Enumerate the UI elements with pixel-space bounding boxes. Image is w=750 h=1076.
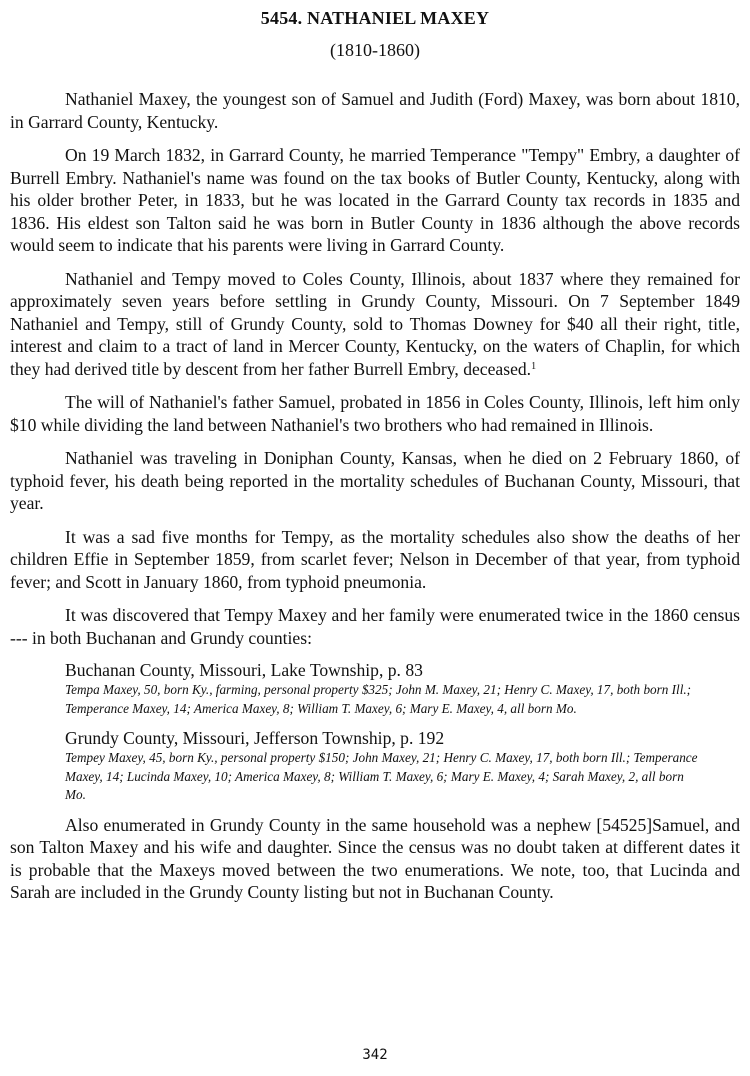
page-title: 5454. NATHANIEL MAXEY <box>260 8 490 28</box>
census-detail: Tempey Maxey, 45, born Ky., personal property $150; John Maxey, 21; Henry C. Maxey, 17, both born Ill.; Temperance Maxey, 14; Lucinda Maxey, 10; America Maxey, 8; William T. Maxey, 6; Mary E. Maxey, 4; Sarah Maxey, 2, all born Mo. <box>65 750 698 802</box>
paragraph-marriage: On 19 March 1832, in Garrard County, he married Temperance "Tempy" Embry, a daughter of Burrell Embry. Nathaniel's name was found on the tax books of Butler County, Kentucky, along with his older brother Peter, in 1833, but he was located in the Garrard County tax records in 1835 and 1836. His eldest son Talton said he was born in Butler County in 1836 although the above records would seem to indicate that his parents were living in Garrard County. <box>10 145 740 255</box>
paragraph-birth: Nathaniel Maxey, the youngest son of Samuel and Judith (Ford) Maxey, was born about 1810, in Garrard County, Kentucky. <box>10 89 740 132</box>
paragraph-death: Nathaniel was traveling in Doniphan County, Kansas, when he died on 2 February 1860, of typhoid fever, his death being reported in the mortality schedules of Buchanan County, Missouri, that year. <box>10 448 740 513</box>
footnote-reference: 1 <box>531 360 537 372</box>
census-heading: Buchanan County, Missouri, Lake Township, p. 83 <box>65 660 423 680</box>
paragraph-census-intro: It was discovered that Tempy Maxey and her family were enumerated twice in the 1860 census --- in both Buchanan and Grundy counties: <box>10 605 740 648</box>
paragraph-children-deaths: It was a sad five months for Tempy, as the mortality schedules also show the deaths of her children Effie in September 1859, from scarlet fever; Nelson in December of that year, from typhoid fever; and Scott in January 1860, from typhoid pneumonia. <box>10 526 740 592</box>
paragraph-closing: Also enumerated in Grundy County in the same household was a nephew [54525]Samuel, and son Talton Maxey and his wife and daughter. Since the census was no doubt taken at different dates it is probable that the Maxeys moved between the two enumerations. We note, too, that Lucinda and Sarah are included in the Grundy County listing but not in Buchanan County. <box>10 814 740 902</box>
life-years: (1810-1860) <box>330 40 420 60</box>
census-detail: Tempa Maxey, 50, born Ky., farming, personal property $325; John M. Maxey, 21; Henry C. Maxey, 17, both born Ill.; Temperance Maxey, 14; America Maxey, 8; William T. Maxey, 6; Mary E. Maxey, 4, all born Mo. <box>65 682 692 716</box>
paragraph-migration <box>10 268 740 381</box>
paragraph-migration-text: Nathaniel and Tempy moved to Coles County, Illinois, about 1837 where they remained for approximately seven years before settling in Grundy County, Missouri. On 7 September 1849 Nathaniel and Tempy, still of Grundy County, sold to Thomas Downey for $40 all their right, title, interest and claim to a tract of land in Mercer County, Kentucky, on the waters of Chaplin, for which they had derived title by descent from her father Burrell Embry, deceased. <box>10 268 740 379</box>
page-number: 342 <box>362 1047 388 1063</box>
paragraph-will: The will of Nathaniel's father Samuel, probated in 1856 in Coles County, Illinois, left him only $10 while dividing the land between Nathaniel's two brothers who had remained in Illinois. <box>10 392 740 435</box>
census-heading: Grundy County, Missouri, Jefferson Township, p. 192 <box>65 728 445 748</box>
census-entry-buchanan <box>65 659 700 718</box>
document-body <box>10 88 740 915</box>
census-entry-grundy <box>65 727 700 805</box>
